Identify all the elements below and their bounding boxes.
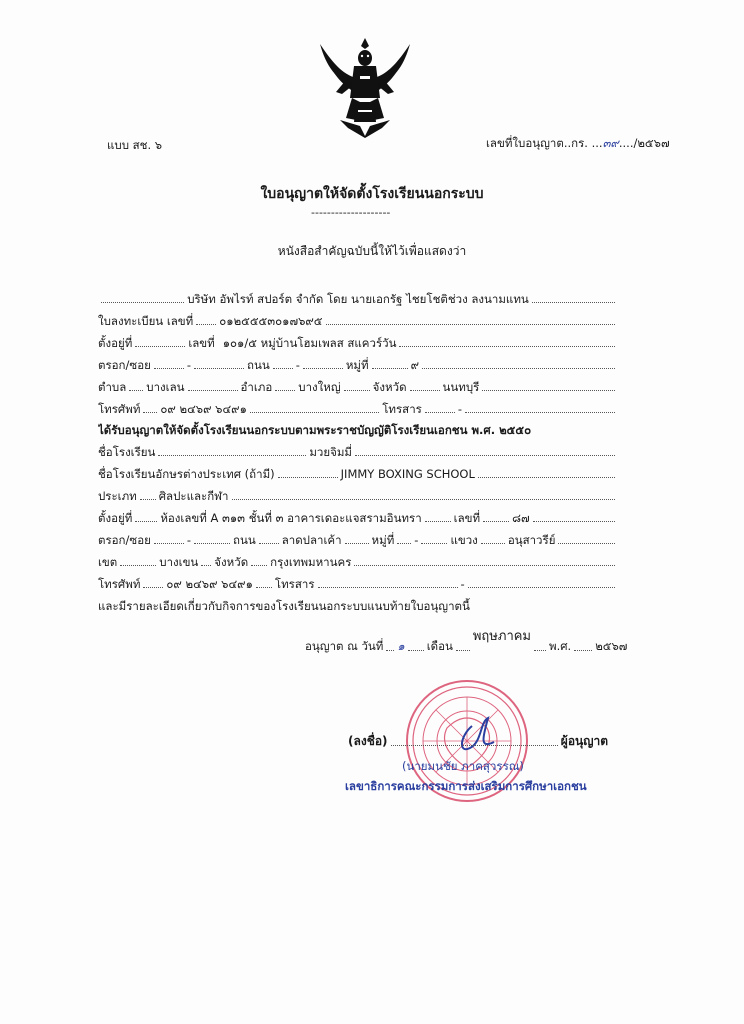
document-title: ใบอนุญาตให้จัดตั้งโรงเรียนนอกระบบ <box>260 186 484 202</box>
school-moo-value: - <box>414 533 419 547</box>
form-code: แบบ สช. ๖ <box>107 138 163 152</box>
address-number-label: เลขที่ <box>188 336 215 350</box>
school-number-value: ๘๗ <box>512 511 530 525</box>
school-address-value: ห้องเลขที่ A ๓๑๓ ชั้นที่ ๓ อาคารเดอะแจสรามอินทรา <box>160 511 422 525</box>
school-type-label: ประเภท <box>98 489 137 503</box>
school-road-label: ถนน <box>233 533 256 547</box>
school-province-label: จังหวัด <box>214 555 249 569</box>
tambon-label: ตำบล <box>98 380 127 394</box>
school-khet-value: บางเขน <box>159 555 199 569</box>
tambon-value: บางเลน <box>146 380 185 394</box>
school-phone-value: ๐๙ ๒๔๖๙ ๖๔๙๑ <box>166 577 253 591</box>
signer-position: เลขาธิการคณะกรรมการส่งเสริมการศึกษาเอกชน <box>345 779 587 793</box>
school-address-line <box>98 509 618 527</box>
address-number-value: ๑๐๑/๕ หมู่บ้านโฮมเพลส สแควร์วัน <box>222 336 397 350</box>
phone-line <box>98 400 618 418</box>
alley-value: - <box>186 358 191 372</box>
school-type-value: ศิลปะและกีฬา <box>158 489 229 503</box>
school-khwaeng-label: แขวง <box>450 533 478 547</box>
province-value: นนทบุรี <box>442 380 480 394</box>
amphoe-value: บางใหญ่ <box>298 380 341 394</box>
approval-label: อนุญาต ณ วันที่ <box>305 639 384 653</box>
license-number-label: เลขที่ใบอนุญาต..กร. ... <box>486 136 603 150</box>
school-name-label: ชื่อโรงเรียน <box>98 445 156 459</box>
school-khet-label: เขต <box>98 555 118 569</box>
signer-name: (นายมนชัย ภาคสุวรรณ) <box>402 759 524 773</box>
alley-label: ตรอก/ซอย <box>98 358 151 372</box>
license-number-value: ๓๙ <box>602 136 619 150</box>
alley-road-line <box>98 356 618 374</box>
school-phone-label: โทรศัพท์ <box>98 577 141 591</box>
school-name-value: มวยจิมมี่ <box>309 445 352 459</box>
approval-month: พฤษภาคม <box>472 629 532 644</box>
school-province-value: กรุงเทพมหานคร <box>270 555 352 569</box>
moo-value: ๙ <box>410 358 420 372</box>
phone-value: ๐๙ ๒๔๖๙ ๖๔๙๑ <box>160 402 247 416</box>
approval-year: ๒๕๖๗ <box>595 639 628 653</box>
school-alley-line <box>98 531 618 549</box>
address-label: ตั้งอยู่ที่ <box>98 336 133 350</box>
sign-label: (ลงชื่อ) <box>348 734 388 748</box>
title-rule: -------------------- <box>311 206 391 219</box>
school-number-label: เลขที่ <box>453 511 481 525</box>
details-note: และมีรายละเอียดเกี่ยวกับกิจการของโรงเรียนนอกระบบแนบท้ายใบอนุญาตนี้ <box>98 599 470 613</box>
fax-value: - <box>457 402 462 416</box>
school-foreign-value: JIMMY BOXING SCHOOL <box>340 467 475 481</box>
road-value: - <box>295 358 300 372</box>
school-fax-value: - <box>460 577 465 591</box>
moo-label: หมู่ที่ <box>345 358 369 372</box>
registration-line <box>98 312 618 330</box>
approval-day: ๑ <box>397 639 405 653</box>
approval-date-line <box>305 629 628 656</box>
school-name-line <box>98 443 618 461</box>
approval-month-label: เดือน <box>426 639 453 653</box>
document-subtitle: หนังสือสำคัญฉบับนี้ให้ไว้เพื่อแสดงว่า <box>277 244 467 258</box>
school-type-line <box>98 487 618 505</box>
granted-statement: ได้รับอนุญาตให้จัดตั้งโรงเรียนนอกระบบตามพระราชบัญญัติโรงเรียนเอกชน พ.ศ. ๒๕๕๐ <box>98 423 532 437</box>
fax-label: โทรสาร <box>382 402 422 416</box>
school-address-label: ตั้งอยู่ที่ <box>98 511 133 525</box>
school-fax-label: โทรสาร <box>274 577 315 591</box>
school-road-value: ลาดปลาเค้า <box>281 533 342 547</box>
amphoe-label: อำเภอ <box>240 380 273 394</box>
license-number-year: ..../๒๕๖๗ <box>618 136 670 150</box>
registration-value: ๐๑๒๕๕๕๓๐๑๗๖๙๕ <box>219 314 323 328</box>
address-line <box>98 334 618 352</box>
school-foreign-label: ชื่อโรงเรียนอักษรต่างประเทศ (ถ้ามี) <box>98 467 275 481</box>
school-khwaeng-value: อนุสาวรีย์ <box>507 533 556 547</box>
approval-year-label: พ.ศ. <box>549 639 572 653</box>
phone-label: โทรศัพท์ <box>98 402 141 416</box>
applicant-line <box>98 290 618 308</box>
school-alley-label: ตรอก/ซอย <box>98 533 151 547</box>
registration-label: ใบลงทะเบียน เลขที่ <box>98 314 194 328</box>
school-foreign-name-line <box>98 465 618 483</box>
signature-line <box>348 731 608 751</box>
school-alley-value: - <box>186 533 191 547</box>
applicant-name: บริษัท อัพไรท์ สปอร์ต จำกัด โดย นายเอกรัฐ ไชยโชติช่วง ลงนามแทน <box>187 292 529 306</box>
road-label: ถนน <box>247 358 270 372</box>
license-number <box>486 135 670 151</box>
school-phone-line <box>98 575 618 593</box>
garuda-emblem-icon <box>316 36 414 138</box>
school-district-line <box>98 553 618 571</box>
signer-role: ผู้อนุญาต <box>560 734 608 748</box>
district-line <box>98 378 618 396</box>
province-label: จังหวัด <box>372 380 407 394</box>
school-moo-label: หมู่ที่ <box>371 533 395 547</box>
